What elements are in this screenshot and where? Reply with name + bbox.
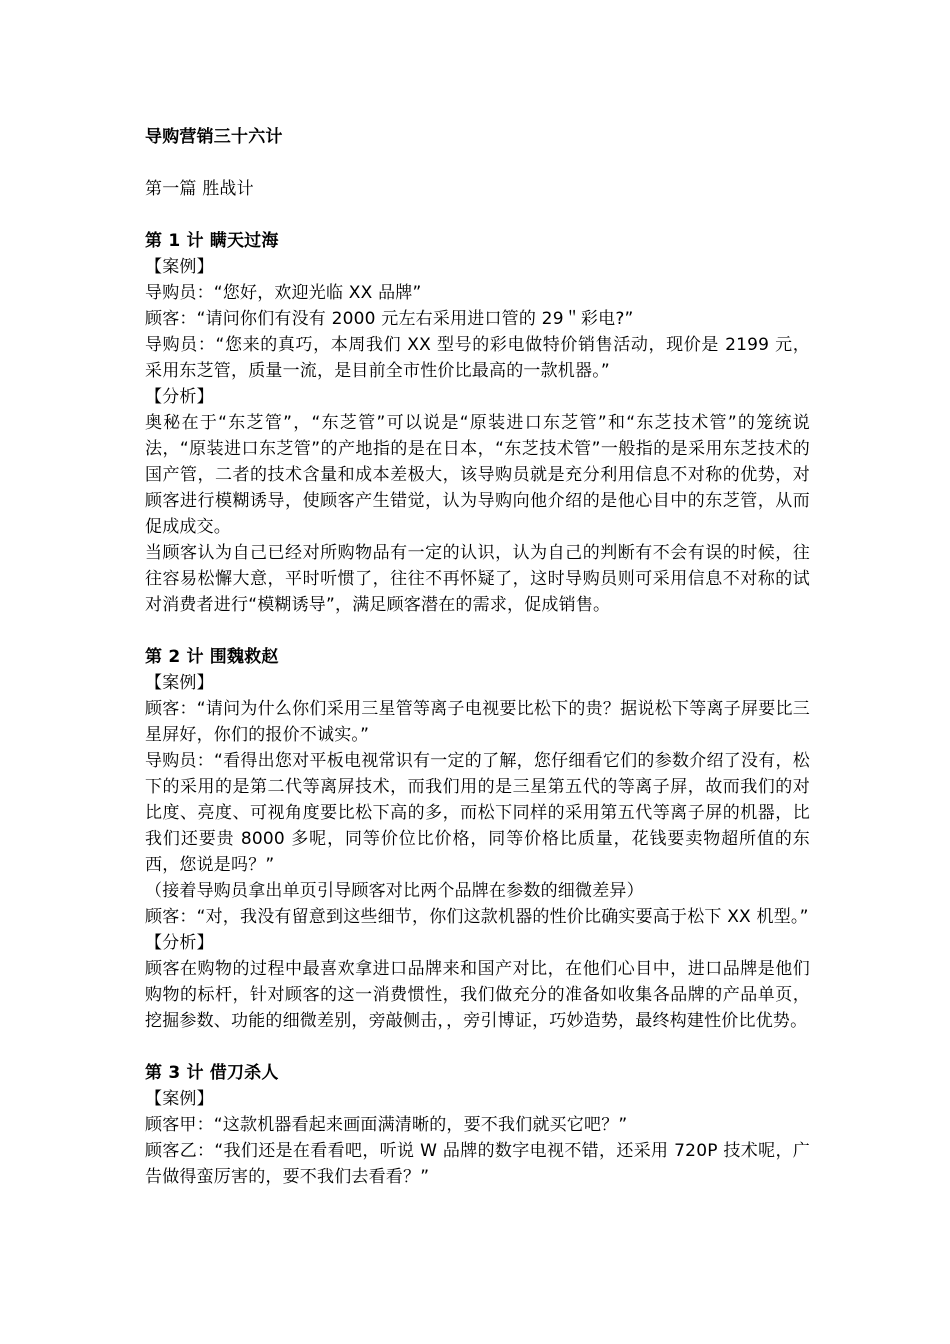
analysis-paragraph: 奥秘在于“东芝管”，“东芝管”可以说是“原装进口东芝管”和“东芝技术管”的笼统说法，“原装进口东芝管”的产地指的是在日本，“东芝技术管”一般指的是采用东芝技术的国产管，二者的技术含量和成本差极大，该导购员就是充分利用信息不对称的优势，对顾客进行模糊诱导，使顾客产生错觉，认为导购向他介绍的是他心目中的东芝管，从而促成成交。 bbox=[145, 413, 810, 537]
dialogue-line: 顾客甲：“这款机器看起来画面满清晰的，要不我们就买它吧？” bbox=[145, 1115, 628, 1135]
dialogue-line: 导购员：“您来的真巧，本周我们 XX 型号的彩电做特价销售活动，现价是 2199 元，采用东芝管，质量一流，是目前全市性价比最高的一款机器。” bbox=[145, 335, 810, 381]
analysis-paragraph: 当顾客认为自己已经对所购物品有一定的认识，认为自己的判断有不会有误的时候，往往容易松懈大意，平时听惯了，往往不再怀疑了，这时导购员则可采用信息不对称的试对消费者进行“模糊诱导”，满足顾客潜在的需求，促成销售。 bbox=[145, 543, 810, 615]
section-heading: 第 1 计 瞒天过海 bbox=[145, 231, 279, 251]
dialogue-line: 顾客：“请问为什么你们采用三星管等离子电视要比松下的贵？据说松下等离子屏要比三星屏好，你们的报价不诚实。” bbox=[145, 699, 810, 745]
document-title: 导购营销三十六计 bbox=[145, 127, 283, 147]
section-2 bbox=[145, 644, 810, 1034]
dialogue-line: 导购员：“看得出您对平板电视常识有一定的了解，您仔细看它们的参数介绍了没有，松下的采用的是第二代等离屏技术，而我们用的是三星第五代的等离子屏，故而我们的对比度、亮度、可视角度要比松下高的多，而松下同样的采用第五代等离子屏的机器，比我们还要贵 8000 多呢，同等价位比价格，同等价格比质量，花钱要卖物超所值的东西，您说是吗？” bbox=[145, 751, 810, 875]
section-1 bbox=[145, 228, 810, 618]
case-label: 【案例】 bbox=[145, 673, 214, 693]
analysis-paragraph: 顾客在购物的过程中最喜欢拿进口品牌来和国产对比，在他们心目中，进口品牌是他们购物的标杆，针对顾客的这一消费惯性，我们做充分的准备如收集各品牌的产品单页，挖掘参数、功能的细微差别，旁敲侧击，，旁引博证，巧妙造势，最终构建性价比优势。 bbox=[145, 959, 810, 1031]
dialogue-line: 导购员：“您好，欢迎光临 XX 品牌” bbox=[145, 283, 422, 303]
dialogue-line: 顾客：“对，我没有留意到这些细节，你们这款机器的性价比确实要高于松下 XX 机型。” bbox=[145, 907, 809, 927]
analysis-label: 【分析】 bbox=[145, 387, 214, 407]
section-heading: 第 2 计 围魏救赵 bbox=[145, 647, 279, 667]
stage-note: （接着导购员拿出单页引导顾客对比两个品牌在参数的细微差异） bbox=[145, 881, 644, 901]
part-title: 第一篇 胜战计 bbox=[145, 179, 254, 199]
analysis-label: 【分析】 bbox=[145, 933, 214, 953]
dialogue-line: 顾客乙：“我们还是在看看吧，听说 W 品牌的数字电视不错，还采用 720P 技术呢，广告做得蛮厉害的，要不我们去看看？” bbox=[145, 1141, 810, 1187]
section-heading: 第 3 计 借刀杀人 bbox=[145, 1063, 279, 1083]
dialogue-line: 顾客：“请问你们有没有 2000 元左右采用进口管的 29＂彩电?” bbox=[145, 309, 634, 329]
case-label: 【案例】 bbox=[145, 257, 214, 277]
document-body bbox=[145, 124, 810, 1216]
section-3 bbox=[145, 1060, 810, 1190]
case-label: 【案例】 bbox=[145, 1089, 214, 1109]
